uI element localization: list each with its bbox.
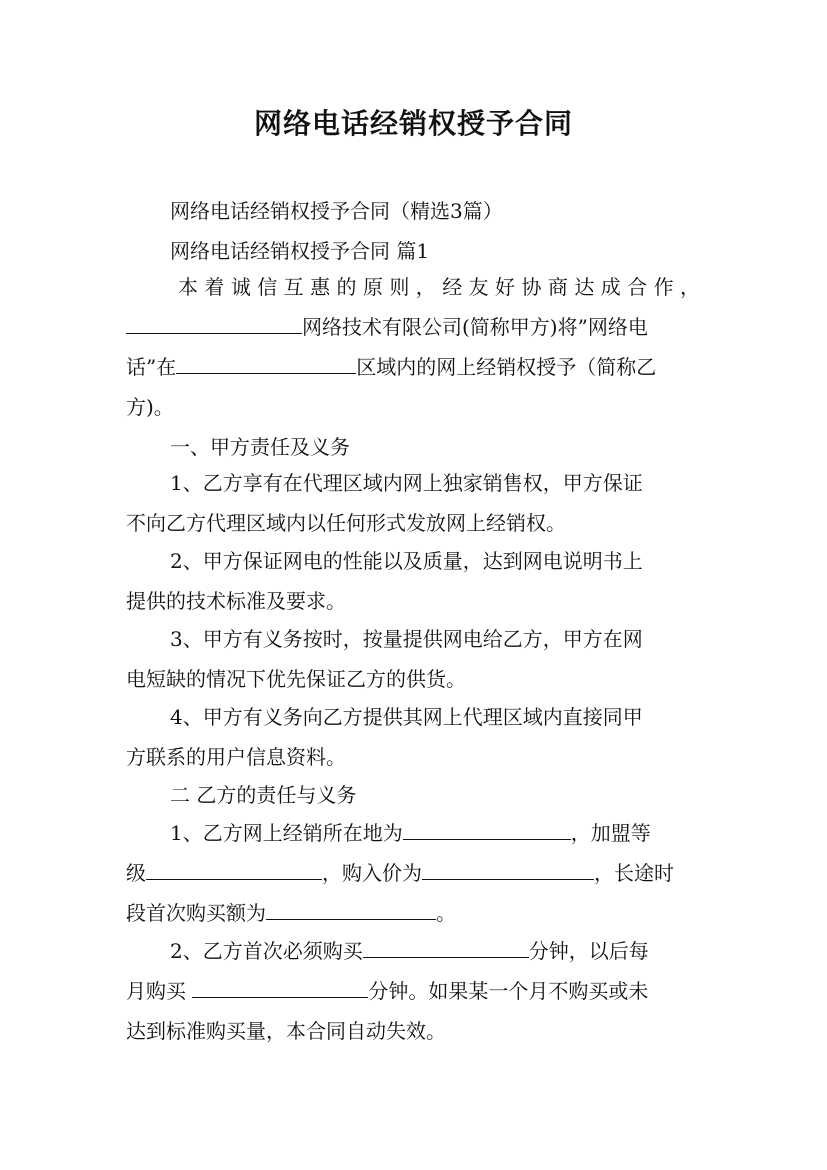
- intro-line-2: [126, 312, 706, 342]
- part1-item2-line2: 提供的技术标准及要求。: [126, 589, 346, 613]
- part2-item1-line2-c: ，长途时: [594, 861, 674, 885]
- intro-line-3-text-b: 区域内的网上经销权授予（简称乙: [356, 355, 657, 379]
- part1-item4-line1: 4、甲方有义务向乙方提供其网上代理区域内直接同甲: [170, 705, 643, 729]
- blank-field: [422, 861, 594, 880]
- part2-item2-line3: 达到标准购买量，本合同自动失效。: [126, 1019, 446, 1043]
- part1-item1-line1: 1、乙方享有在代理区域内网上独家销售权，甲方保证: [170, 471, 643, 495]
- part1-item3-line1: 3、甲方有义务按时，按量提供网电给乙方，甲方在网: [170, 627, 643, 651]
- blank-field: [266, 901, 436, 920]
- part1-item4-line2: 方联系的用户信息资料。: [126, 745, 346, 769]
- blank-field: [192, 979, 368, 998]
- part2-item1-line3-b: 。: [436, 901, 456, 925]
- intro-line-2-text: 网络技术有限公司(简称甲方)将”网络电: [302, 315, 648, 339]
- part2-item1-line2: [126, 858, 706, 888]
- part2-item1-line2-a: 级: [126, 861, 146, 885]
- part2-heading: 二 乙方的责任与义务: [170, 783, 357, 807]
- part2-item2-line2-a: 月购买: [126, 979, 193, 1003]
- part2-item2-line2-b: 分钟。如果某一个月不购买或未: [368, 979, 649, 1003]
- part2-item1-line3-a: 段首次购买额为: [126, 901, 266, 925]
- part2-item1-line3: [126, 898, 706, 928]
- intro-line-3: [126, 352, 706, 382]
- document-title: 网络电话经销权授予合同: [253, 107, 573, 140]
- blank-field: [176, 355, 356, 374]
- part2-item1-line1-b: ，加盟等: [570, 821, 651, 845]
- part2-item2-line1-a: 2、乙方首次必须购买: [170, 939, 363, 963]
- blank-field: [363, 939, 529, 958]
- document-subtitle: 网络电话经销权授予合同（精选3篇）: [170, 199, 503, 223]
- part2-item1-line2-b: ，购入价为: [322, 861, 422, 885]
- part2-item2-line1: [170, 936, 710, 966]
- part2-item1-line1-a: 1、乙方网上经销所在地为: [170, 821, 403, 845]
- part2-item2-line2: [126, 976, 706, 1006]
- intro-line-4: 方)。: [126, 395, 174, 419]
- intro-line-1: 本着诚信互惠的原则，经友好协商达成合作，: [178, 275, 700, 299]
- section-heading: 网络电话经销权授予合同 篇1: [170, 239, 430, 263]
- part1-item1-line2: 不向乙方代理区域内以任何形式发放网上经销权。: [126, 511, 566, 535]
- blank-field: [403, 821, 571, 840]
- part2-item2-line1-b: 分钟，以后每: [528, 939, 649, 963]
- part1-heading: 一、甲方责任及义务: [170, 435, 350, 459]
- blank-field: [126, 315, 302, 334]
- intro-line-3-text-a: 话”在: [126, 355, 177, 379]
- part2-item1-line1: [170, 818, 710, 848]
- part1-item2-line1: 2、甲方保证网电的性能以及质量，达到网电说明书上: [170, 549, 643, 573]
- blank-field: [146, 861, 322, 880]
- part1-item3-line2: 电短缺的情况下优先保证乙方的供货。: [126, 667, 466, 691]
